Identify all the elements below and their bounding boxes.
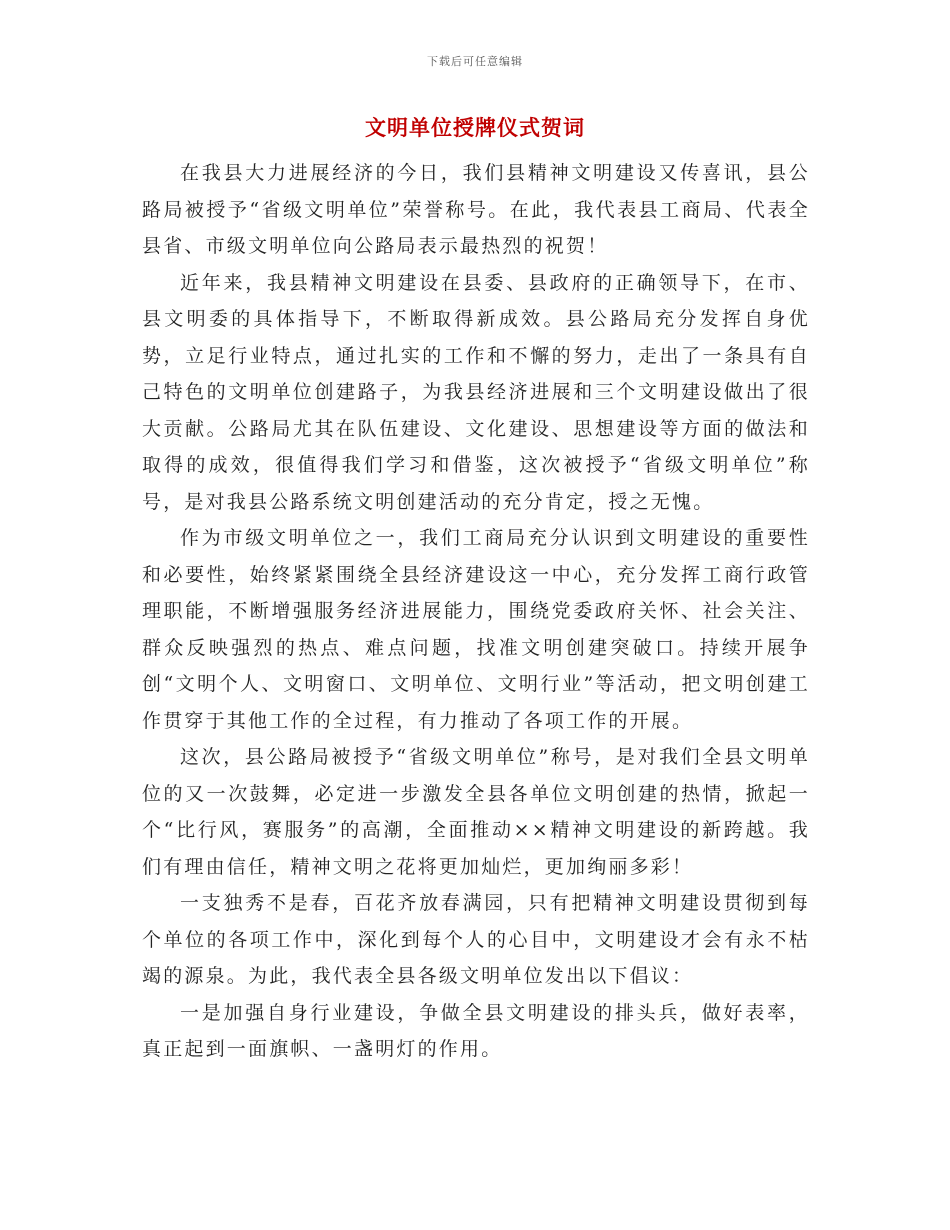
paragraph: 在我县大力进展经济的今日，我们县精神文明建设又传喜讯，县公路局被授予“省级文明单位”荣誉称号。在此，我代表县工商局、代表全县省、市级文明单位向公路局表示最热烈的祝贺！ [142,162,810,257]
paragraph: 近年来，我县精神文明建设在县委、县政府的正确领导下，在市、县文明委的具体指导下，不断取得新成效。县公路局充分发挥自身优势，立足行业特点，通过扎实的工作和不懈的努力，走出了一条具有自己特色的文明单位创建路子，为我县经济进展和三个文明建设做出了很大贡献。公路局尤其在队伍建设、文化建设、思想建设等方面的做法和取得的成效，很值得我们学习和借鉴，这次被授予“省级文明单位”称号，是对我县公路系统文明创建活动的充分肯定，授之无愧。 [142,271,810,513]
paragraph: 一是加强自身行业建设，争做全县文明建设的排头兵，做好表率，真正起到一面旗帜、一盏明灯的作用。 [142,1001,810,1060]
document-title: 文明单位授牌仪式贺词 [365,115,585,140]
paragraph: 一支独秀不是春，百花齐放春满园，只有把精神文明建设贯彻到每个单位的各项工作中，深化到每个人的心目中，文明建设才会有永不枯竭的源泉。为此，我代表全县各级文明单位发出以下倡议： [142,892,810,987]
paragraph: 这次，县公路局被授予“省级文明单位”称号，是对我们全县文明单位的又一次鼓舞，必定进一步激发全县各单位文明创建的热情，掀起一个“比行风，赛服务”的高潮，全面推动××精神文明建设的新跨越。我们有理由信任，精神文明之花将更加灿烂，更加绚丽多彩！ [142,746,810,878]
header-note: 下载后可任意编辑 [427,55,523,68]
paragraph: 作为市级文明单位之一，我们工商局充分认识到文明建设的重要性和必要性，始终紧紧围绕全县经济建设这一中心，充分发挥工商行政管理职能，不断增强服务经济进展能力，围绕党委政府关怀、社会关注、群众反映强烈的热点、难点问题，找准文明创建突破口。持续开展争创“文明个人、文明窗口、文明单位、文明行业”等活动，把文明创建工作贯穿于其他工作的全过程，有力推动了各项工作的开展。 [142,527,810,732]
document-body [142,155,810,1068]
